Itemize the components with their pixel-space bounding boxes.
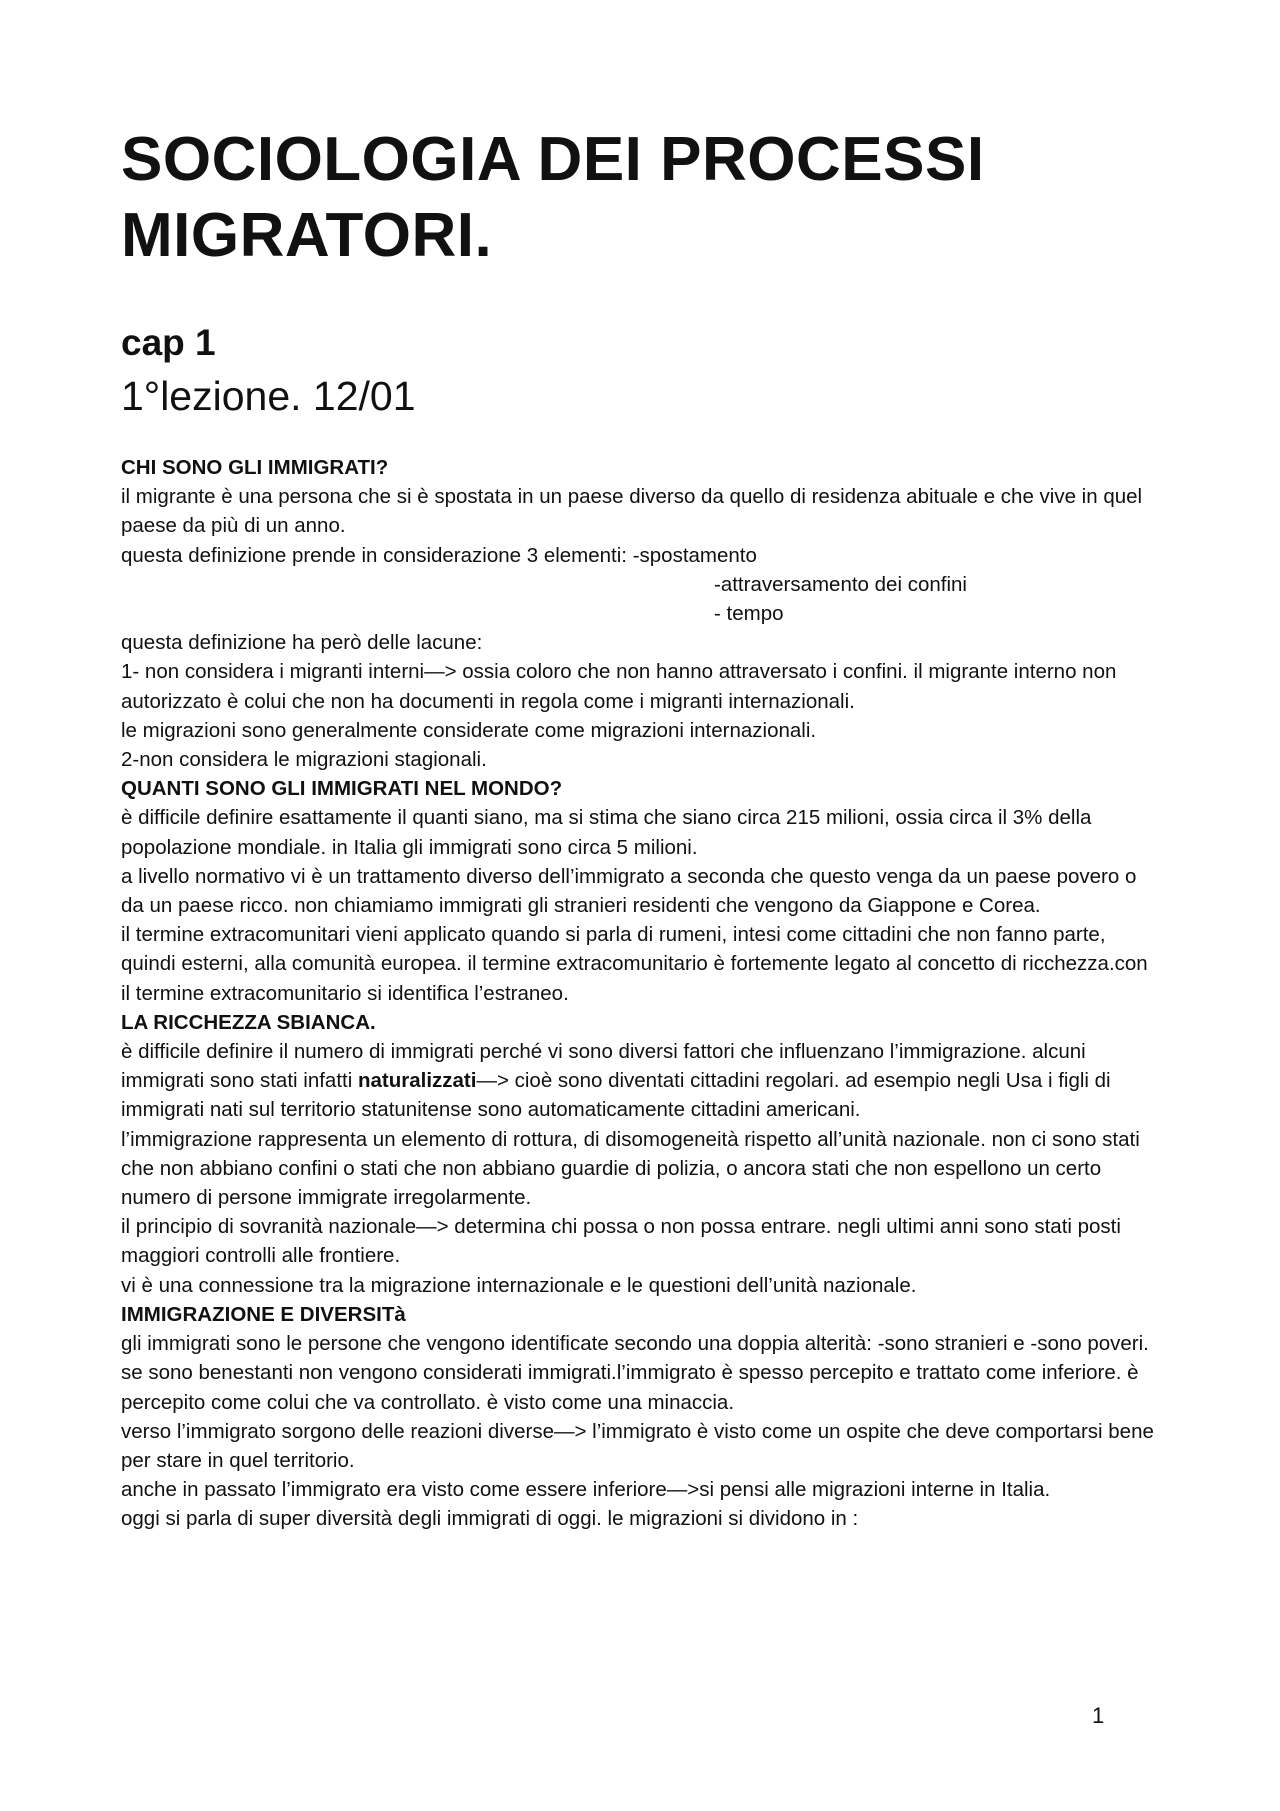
- document-body: [121, 453, 1161, 1534]
- paragraph-text: —> cioè sono diventati cittadini: [476, 1069, 760, 1093]
- title-line-2: MIGRATORI.: [121, 201, 493, 270]
- paragraph: il termine extracomunitari vieni applicato quando si parla di rumeni, intesi come cittadini che non fanno parte, quindi esterni, alla comunità europea. il termine extracomunitario è fortemente legato al concetto di ricchezza.con il termine extracomunitario si identifica l’estraneo.: [121, 923, 1148, 1005]
- list-item: - tempo: [714, 602, 784, 626]
- paragraph: è difficile definire esattamente il quanti siano, ma si stima che siano circa 215 milioni, ossia circa il 3% della popolazione mondiale. in Italia gli immigrati sono circa 5 milioni.: [121, 806, 1092, 859]
- bold-term: naturalizzati: [357, 1069, 477, 1093]
- paragraph: vi è una connessione tra la migrazione internazionale e le questioni dell’unità nazionale.: [121, 1273, 917, 1297]
- paragraph: questa definizione ha però delle lacune:: [121, 631, 483, 655]
- list-item: -attraversamento dei confini: [714, 572, 967, 596]
- paragraph-text: regolari. ad esempio negli Usa i figli di immigrati nati sul territorio statunitense sono automaticamente cittadini americani.: [121, 1069, 1111, 1122]
- section-heading: CHI SONO GLI IMMIGRATI?: [121, 456, 389, 479]
- page-content: [121, 122, 1161, 1534]
- paragraph: oggi si parla di super diversità degli immigrati di oggi. le migrazioni si dividono in :: [121, 1507, 859, 1531]
- section-heading: IMMIGRAZIONE E DIVERSITà: [121, 1302, 406, 1326]
- paragraph: l’immigrazione rappresenta un elemento di rottura, di disomogeneità rispetto all’unità nazionale. non ci sono stati che non abbiano confini o stati che non abbiano guardie di polizia, o ancora stati che non espellono un certo numero di persone immigrate irregolarmente.: [121, 1127, 1140, 1210]
- paragraph: il migrante è una persona che si è spostata in un paese diverso da quello di residenza abituale e che vive in quel paese da più di un anno.: [121, 485, 1143, 538]
- lesson-heading: 1°lezione. 12/01: [121, 373, 416, 419]
- paragraph: questa definizione prende in considerazione 3 elementi: -spostamento: [121, 543, 757, 567]
- paragraph: a livello normativo vi è un trattamento diverso dell’immigrato a seconda che questo venga da un paese povero o da un paese ricco. non chiamiamo immigrati gli stranieri residenti che vengono da Giappone e Corea.: [121, 864, 1137, 918]
- page-number: 1: [1092, 1703, 1105, 1728]
- paragraph: [121, 1037, 1161, 1125]
- paragraph: 1- non considera i migranti interni—> ossia coloro che non hanno attraversato i confini. il migrante interno non autorizzato è colui che non ha documenti in regola come i migranti internazionali.: [121, 660, 1117, 713]
- paragraph: 2-non considera le migrazioni stagionali.: [121, 748, 487, 772]
- paragraph: gli immigrati sono le persone che vengono identificate secondo una doppia alterità: -sono stranieri e -sono poveri. se sono benestanti non vengono considerati immigrati.l’immigrato è spesso percepito e trattato come inferiore. è percepito come colui che va controllato. è visto come una minaccia.: [121, 1332, 1149, 1414]
- paragraph: le migrazioni sono generalmente considerate come migrazioni internazionali.: [121, 718, 817, 742]
- title-line-1: SOCIOLOGIA DEI PROCESSI: [121, 125, 985, 194]
- section-heading: LA RICCHEZZA SBIANCA.: [121, 1010, 376, 1034]
- paragraph: verso l’immigrato sorgono delle reazioni diverse—> l’immigrato è visto come un ospite che deve comportarsi bene per stare in quel territorio.: [121, 1419, 1154, 1472]
- section-heading: QUANTI SONO GLI IMMIGRATI NEL MONDO?: [121, 777, 563, 801]
- paragraph: il principio di sovranità nazionale—> determina chi possa o non possa entrare. negli ultimi anni sono stati posti maggiori controlli alle frontiere.: [121, 1215, 1121, 1268]
- document-title: [121, 122, 1161, 274]
- chapter-heading: cap 1: [121, 322, 216, 363]
- paragraph: anche in passato l’immigrato era visto come essere inferiore—>si pensi alle migrazioni interne in Italia.: [121, 1478, 1051, 1502]
- paragraph-text: è difficile definire il numero di immigrati perché vi sono diversi fattori che influenzano l’immigrazione. alcuni immigrati sono stati infatti: [121, 1040, 1086, 1093]
